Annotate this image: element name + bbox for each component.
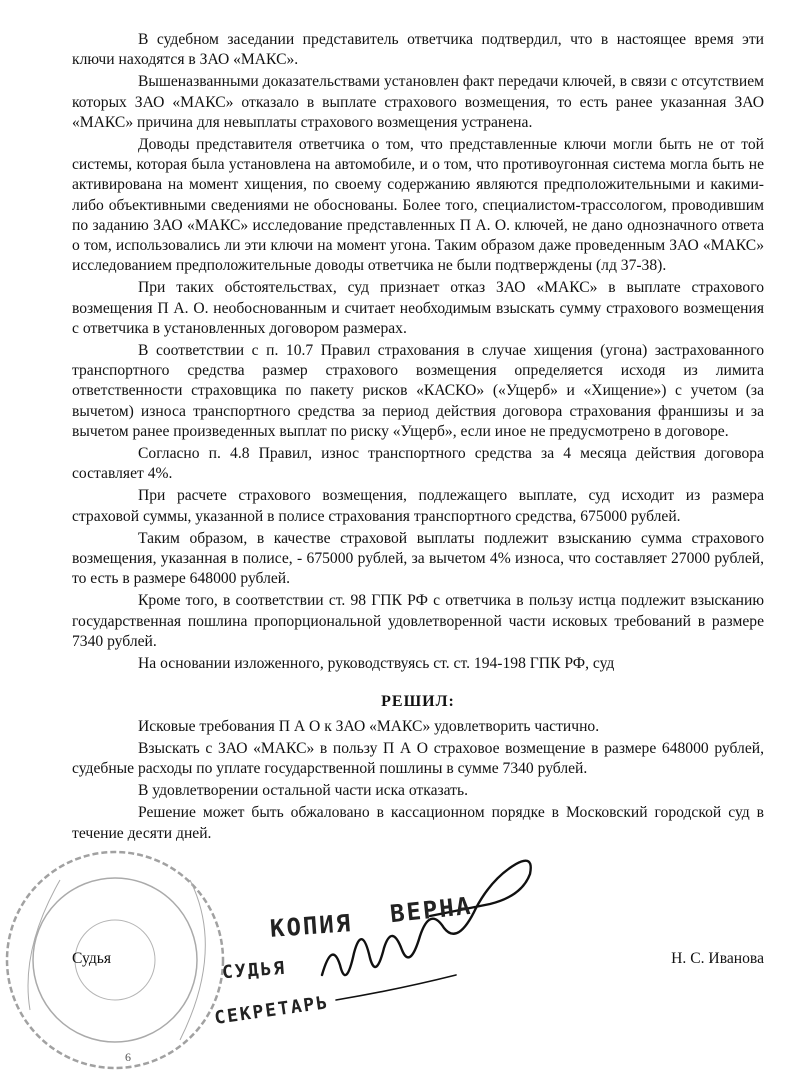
decision-item-1: Исковые требования П А О к ЗАО «МАКС» удовлетворить частично. — [138, 717, 600, 735]
judge-signature — [322, 861, 531, 1000]
paragraph-6: Согласно п. 4.8 Правил, износ транспортного средства за 4 месяца действия договора составляет 4%. — [72, 445, 764, 483]
paragraph-1: В судебном заседании представитель ответчика подтвердил, что в настоящее время эти ключи находятся в ЗАО «МАКС». — [72, 31, 764, 69]
decision-item-2: Взыскать с ЗАО «МАКС» в пользу П А О страховое возмещение в размере 648000 рублей, судебные расходы по уплате государственной пошлины в сумме 7340 рублей. — [72, 739, 764, 777]
secretary-stamp-word: СЕКРЕТАРЬ — [213, 992, 331, 1029]
paragraph-4: При таких обстоятельствах, суд признает отказ ЗАО «МАКС» в выплате страхового возмещения П А. О. необоснованным и считает необходимым взыскать сумму страхового возмещения с ответчика в установленных договором размерах. — [72, 279, 764, 337]
paragraph-3: Доводы представителя ответчика о том, что представленные ключи могли быть не от той системы, которая была установлена на автомобиле, и о том, что противоугонная система могла быть не активирована на момент хищения, по своему содержанию являются предположительными и какими-либо объективными сведениями не обоснованы. Более того, специалистом-трассологом, проводившим по заданию ЗАО «МАКС» исследование представленных П А. О. ключей, не дано однозначного ответа о том, использовались ли эти ключи на момент угона. Таким образом даже проведенным ЗАО «МАКС» исследованием предположительные доводы ответчика не были подтверждены (лд 37-38). — [72, 136, 764, 275]
paragraph-5: В соответствии с п. 10.7 Правил страхования в случае хищения (угона) застрахованного транспортного средства размер страхового возмещения определяется исходя из лимита ответственности страховщика по пакету рисков «КАСКО» («Ущерб» и «Хищение») с учетом (за вычетом) износа транспортного средства за период действия договора страхования франшизы и за вычетом ранее произведенных выплат по риску «Ущерб», если иное не предусмотрено в договоре. — [72, 342, 764, 440]
decision-item-3: В удовлетворении остальной части иска отказать. — [138, 782, 469, 800]
decision-heading: РЕШИЛ: — [381, 693, 455, 711]
true-stamp-word: ВЕРНА — [388, 891, 474, 929]
decision-item-4: Решение может быть обжаловано в кассационном порядке в Московский городской суд в течение десяти дней. — [72, 804, 764, 842]
judge-name: Н. С. Иванова — [671, 950, 764, 967]
paragraph-9: Кроме того, в соответствии ст. 98 ГПК РФ с ответчика в пользу истца подлежит взысканию государственная пошлина пропорциональной удовлетворенной части исковых требований в размере 7340 рублей. — [72, 592, 764, 650]
judge-label: Судья — [72, 950, 112, 967]
paragraph-8: Таким образом, в качестве страховой выплаты подлежит взысканию сумма страхового возмещения, указанная в полисе, - 675000 рублей, за вычетом 4% износа, что составляет 27000 рублей, то есть в размере 648000 рублей. — [72, 529, 764, 588]
paragraph-7: При расчете страхового возмещения, подлежащего выплате, суд исходит из размера страховой суммы, указанной в полисе страхования транспортного средства, 675000 рублей. — [72, 487, 764, 525]
page-number: 6 — [125, 1050, 131, 1064]
paragraph-2: Вышеназванными доказательствами установлен факт передачи ключей, в связи с отсутствием которых ЗАО «МАКС» отказало в выплате страхового возмещения, то есть ранее указанная ЗАО «МАКС» причина для невыплаты страхового возмещения устранена. — [72, 73, 764, 131]
judge-stamp-word: СУДЬЯ — [221, 957, 287, 984]
copy-stamp-word: КОПИЯ — [269, 909, 354, 943]
round-seal — [7, 852, 223, 1068]
paragraph-10: На основании изложенного, руководствуясь ст. ст. 194-198 ГПК РФ, суд — [138, 655, 615, 673]
